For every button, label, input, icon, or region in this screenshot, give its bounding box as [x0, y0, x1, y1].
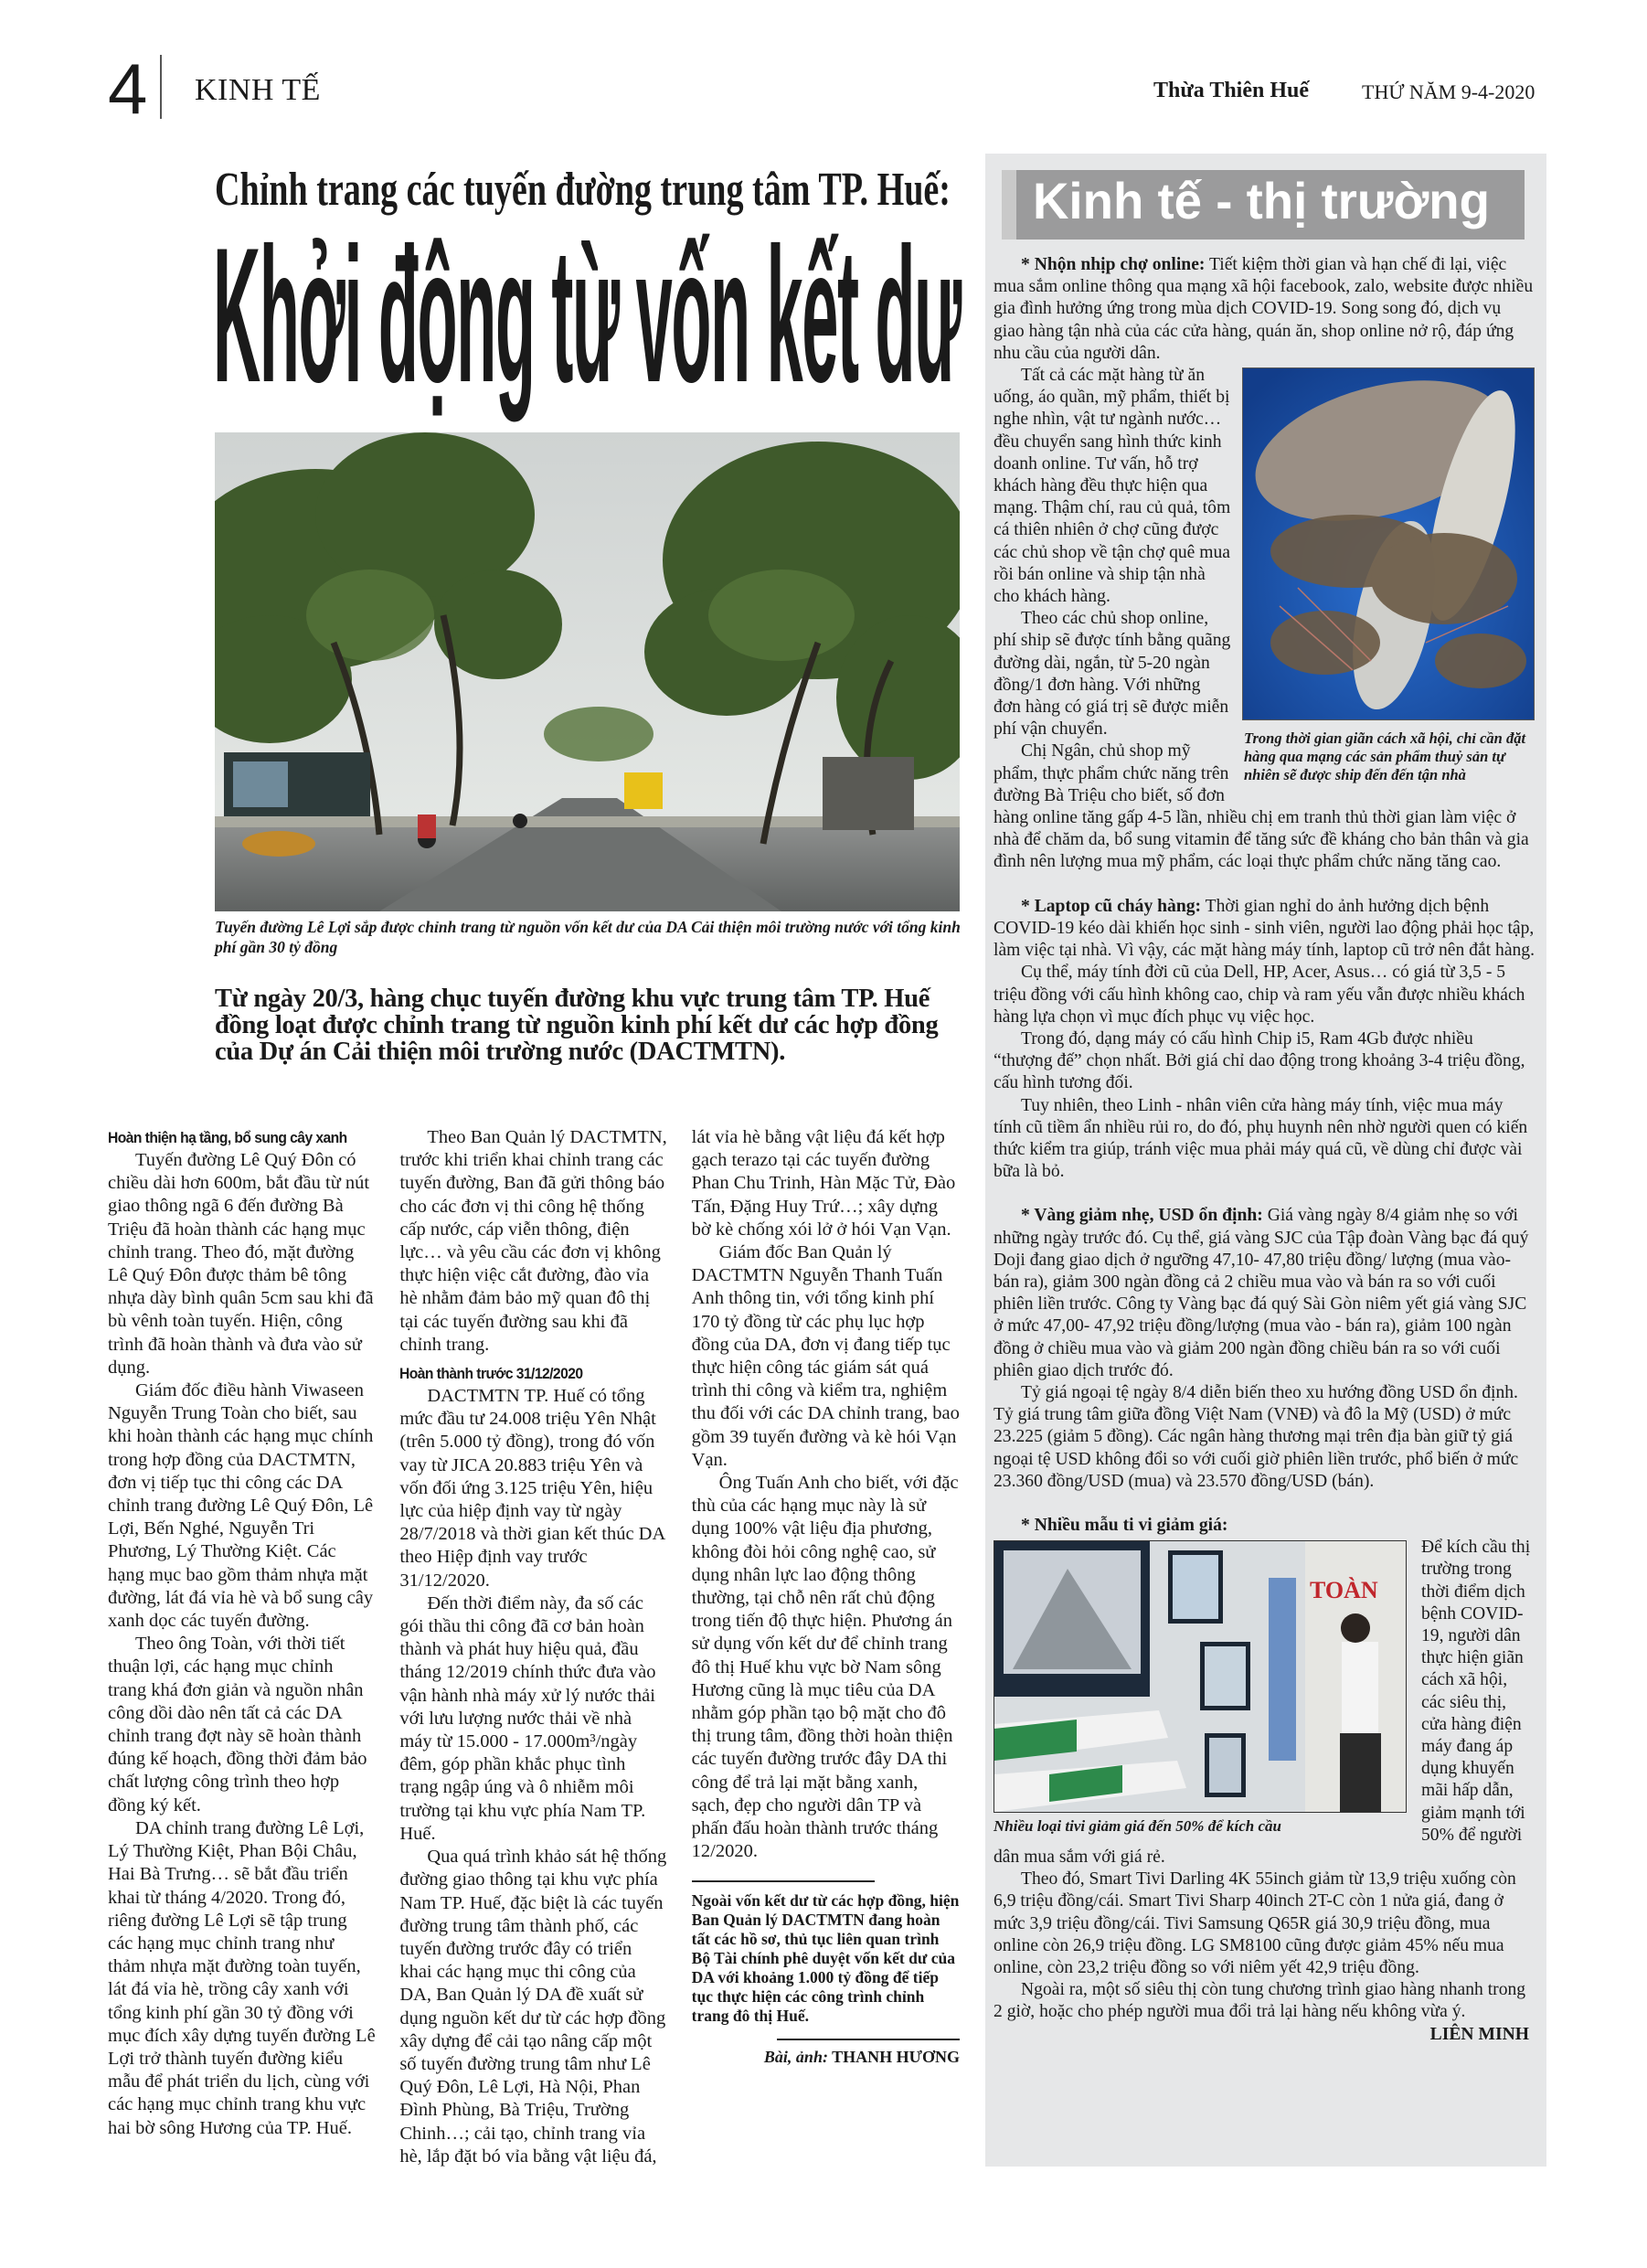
- paragraph: Trong đó, dạng máy có cấu hình Chip i5, Ram 4Gb được nhiều “thượng đế” chọn nhất. Bởi giá chỉ dao động trong khoảng 3-4 triệu đồng, cấu hình tương đối.: [994, 1028, 1525, 1093]
- paragraph: Chị Ngân, chủ shop mỹ phẩm, thực phẩm chức năng trên đường Bà Triệu cho biết, số đơn hàng online tăng gấp 4-5 lần, nhiều chị em tranh thủ thời gian làm việc ở nhà để chăm da, bổ sung vitamin để tăng sức đề kháng cho bản thân và gia đình nên lượng mua mỹ phẩm, các loại thực phẩm chức năng tăng cao.: [994, 741, 1529, 872]
- item-text: Tiết kiệm thời gian và hạn chế đi lại, việc mua sắm online thông qua mạng xã hội facebook, zalo, website được nhiều gia đình hưởng ứng trong mùa dịch COVID-19. Song song đó, dịch vụ giao hàng tận nhà của các cửa hàng, quán ăn, shop online nở rộ, đáp ứng nhu cầu của người dân.: [994, 255, 1534, 363]
- item-text: Thời gian nghỉ do ảnh hưởng dịch bệnh COVID-19 kéo dài khiến học sinh - sinh viên, người lao động phải học tập, làm việc tại nhà. Vì vậy, các mặt hàng máy tính, laptop cũ trở nên đắt hàng.: [994, 896, 1535, 961]
- item-title: * Laptop cũ cháy hàng:: [1021, 896, 1202, 916]
- paragraph: Đến thời điểm này, đa số các gói thầu thi công đã cơ bản hoàn thành và phát huy hiệu quả, đầu tháng 12/2019 chính thức đưa vào vận hành nhà máy xử lý nước thải với lưu lượng nước thải về nhà máy từ 15.000 - 17.000m³/ngày đêm, góp phần khắc phục tình trạng ngập úng và ô nhiễm môi trường tại khu vực phía Nam TP. Huế.: [399, 1592, 656, 1844]
- photo-caption: Tuyến đường Lê Lợi sắp được chỉnh trang từ nguồn vốn kết dư của DA Cải thiện môi trường nước với tổng kinh phí gần 30 tỷ đồng: [215, 918, 961, 956]
- store-sign: TOÀN: [1310, 1577, 1378, 1604]
- sidebar-title: Kinh tế - thị trường: [1033, 172, 1490, 229]
- tv-figure: [994, 1540, 1407, 1837]
- tv-store-photo: [994, 1540, 1407, 1813]
- byline-name: THANH HƯƠNG: [832, 2047, 960, 2066]
- market-sidebar: [985, 154, 1546, 2167]
- pull-quote: Ngoài vốn kết dư từ các hợp đồng, hiện Ban Quản lý DACTMTN đang hoàn tất các hồ sơ, thủ tục liên quan trình Bộ Tài chính phê duyệt vốn kết dư của DA với khoảng 1.000 tỷ đồng để tiếp tục thực hiện các công trình chỉnh trang đô thị Huế.: [691, 1890, 960, 2025]
- paragraph: Qua quá trình khảo sát hệ thống đường giao thông tại khu vực phía Nam TP. Huế, đặc biệt là các tuyến đường trung tâm thành phố, các tuyến đường trước đây có triển khai các hạng mục thi công của DA, Ban Quản lý DA đề xuất sử dụng nguồn kết dư từ các hợp đồng xây dựng để cải tạo nâng cấp một số tuyến đường trung tâm như Lê Quý Đôn, Lê Lợi, Hà Nội, Phan Đình Phùng, Bà Triệu, Trường Chinh…; cải tạo, chỉnh trang vỉa hè, lắp đặt bó vỉa bằng vật liệu đá, lát vỉa hè bằng vật liệu đá kết hợp gạch terazo tại các tuyến đường Phan Chu Trinh, Hàn Mặc Tử, Đào Tấn, Đặng Huy Trứ…; xây dựng bờ kè chống xói lở ở hói Vạn Vạn.: [399, 1127, 956, 2167]
- byline: [692, 2046, 960, 2069]
- page-number: 4: [108, 48, 148, 129]
- paragraph: Ngoài ra, một số siêu thị còn tung chương trình giao hàng nhanh trong 2 giờ, hoặc cho phép người mua đổi trả lại hàng nếu không vừa ý.: [994, 1980, 1526, 2022]
- sidebar-banner: [1002, 170, 1525, 240]
- paragraph: Tất cả các mặt hàng từ ăn uống, áo quần, mỹ phẩm, thiết bị nghe nhìn, vật tư ngành nước… đều chuyển sang hình thức kinh doanh online. Tư vấn, hỗ trợ khách hàng đều thực hiện qua mạng. Thậm chí, rau củ quả, tôm cá thiên nhiên ở chợ cũng được các chủ shop về tận chợ quê mua rồi bán online và ship tận nhà cho khách hàng.: [994, 366, 1231, 607]
- paragraph: Tuy nhiên, theo Linh - nhân viên cửa hàng máy tính, việc mua máy tính cũ tiềm ẩn nhiều rủi ro, do đó, phụ huynh nên nhờ người quen có kiến thức kiểm tra giúp, tránh việc mua phải máy quá cũ, về dùng chỉ được vài bữa là bỏ.: [994, 1095, 1528, 1182]
- tv-caption: Nhiều loại tivi giảm giá đến 50% để kích cầu: [994, 1817, 1281, 1836]
- byline-label: Bài, ảnh:: [763, 2047, 828, 2066]
- seafood-photo: [1242, 367, 1535, 720]
- pull-quote-rule: [692, 1880, 875, 1882]
- paragraph: DA chỉnh trang đường Lê Lợi, Lý Thường Kiệt, Phan Bội Châu, Hai Bà Trưng… sẽ bắt đầu triển khai từ tháng 4/2020. Trong đó, riêng đường Lê Lợi sẽ tập trung các hạng mục chỉnh trang như thảm nhựa mặt đường toàn tuyến, lát đá vỉa hè, trồng cây xanh với tổng kinh phí gần 30 tỷ đồng với mục đích xây dựng tuyến đường Lê Lợi trở thành tuyến đường kiểu mẫu để phát triển du lịch, cùng với các hạng mục chỉnh trang khu vực hai bờ sông Hương của TP. Huế.: [108, 1817, 376, 2138]
- paragraph: Tuyến đường Lê Quý Đôn có chiều dài hơn 600m, bắt đầu từ nút giao thông ngã 6 đến đường Bà Triệu đã hoàn thành các hạng mục chỉnh trang. Theo đó, mặt đường Lê Quý Đôn được thảm bê tông nhựa dày bình quân 5cm sau khi đã bù vênh toàn tuyến. Hiện, công trình đã hoàn thành và đưa vào sử dụng.: [108, 1150, 374, 1378]
- item-title: * Nhộn nhịp chợ online:: [1021, 255, 1206, 274]
- subheading: Hoàn thiện hạ tầng, bổ sung cây xanh: [108, 1129, 347, 1146]
- sidebar-text: [994, 254, 1535, 2046]
- article-lead: Từ ngày 20/3, hàng chục tuyến đường khu vực trung tâm TP. Huế đồng loạt được chỉnh trang từ nguồn kinh phí kết dư các hợp đồng của Dự án Cải thiện môi trường nước (DACTMTN).: [215, 985, 939, 1066]
- paragraph: Ông Tuấn Anh cho biết, với đặc thù của các hạng mục này là sử dụng 100% vật liệu địa phương, không đòi hỏi công nghệ cao, sử dụng nhân lực lao động thông thường, tại chỗ nên rất chủ động trong tiến độ thực hiện. Phương án sử dụng vốn kết dư để chỉnh trang đô thị Huế khu vực bờ Nam sông Hương cũng là mục tiêu của DA nhằm góp phần tạo bộ mặt cho đô thị trung tâm, đồng thời hoàn thiện các tuyến đường trước đây DA thi công để trả lại mặt bằng xanh, sạch, đẹp cho người dân TP và phấn đấu hoàn thành trước tháng 12/2020.: [691, 1473, 959, 1862]
- paragraph: Theo đó, Smart Tivi Darling 4K 55inch giảm từ 13,9 triệu xuống còn 6,9 triệu đồng/cái. Smart Tivi Sharp 40inch 2T-C còn 1 nửa giá, đang ở mức 3,9 triệu đồng/cái. Tivi Samsung Q65R giá 30,9 triệu đồng, mua online còn 26,9 triệu đồng. LG SM8100 cũng được giảm 45% nếu mua online, còn 23,2 triệu đồng so với niêm yết 42,9 triệu đồng.: [994, 1869, 1516, 1978]
- street-photo: [215, 432, 960, 911]
- item-title: * Vàng giảm nhẹ, USD ổn định:: [1021, 1206, 1263, 1226]
- paragraph: Cụ thể, máy tính đời cũ của Dell, HP, Acer, Asus… có giá từ 3,5 - 5 triệu đồng với cấu hình không cao, chip và ram yếu vẫn được nhiều khách hàng lựa chọn vì mục đích phục vụ việc học.: [994, 963, 1525, 1027]
- paragraph: DACTMTN TP. Huế có tổng mức đầu tư 24.008 triệu Yên Nhật (trên 5.000 tỷ đồng), trong đó vốn vay từ JICA 20.883 triệu Yên và vốn đối ứng 3.125 triệu Yên, hiệu lực của hiệp định vay từ ngày 28/7/2018 và thời gian kết thúc DA theo Hiệp định vay trước 31/12/2020.: [399, 1386, 665, 1591]
- subheading: Hoàn thành trước 31/12/2020: [399, 1365, 583, 1383]
- byline-rule: [777, 2039, 960, 2040]
- article-headline: Khởi động từ vốn kết dư: [213, 208, 961, 422]
- paragraph: [994, 1515, 1535, 1537]
- item-text: Giá vàng ngày 8/4 giảm nhẹ so với những ngày trước đó. Cụ thể, giá vàng SJC của Tập đoàn Vàng bạc đá quý Doji đang giao dịch ở ngưỡng 47,10- 47,80 triệu đồng/ lượng (mua vào-bán ra), giảm 300 ngàn đồng cả 2 chiều mua vào và bán ra so với cuối phiên liền trước. Công ty Vàng bạc đá quý Sài Gòn niêm yết giá vàng SJC ở mức 47,00- 47,92 triệu đồng/lượng (mua vào - bán ra), giảm 100 ngàn đồng ở chiều mua vào và giảm 200 ngàn đồng chiều bán ra so với cuối phiên giao dịch trước đó.: [994, 1206, 1529, 1380]
- paragraph: Tỷ giá ngoại tệ ngày 8/4 diễn biến theo xu hướng đồng USD ổn định. Tỷ giá trung tâm giữa đồng Việt Nam (VNĐ) và đô la Mỹ (USD) ở mức 23.225 (giảm 5 đồng). Các ngân hàng thương mại trên địa bàn giữ tỷ giá ngoại tệ USD không đổi so với cuối giờ phiên liền trước, phổ biến ở mức 23.360 đồng/USD (mua) và 23.570 đồng/USD (bán).: [994, 1382, 1519, 1491]
- signature: LIÊN MINH: [1429, 2024, 1529, 2044]
- paragraph: [994, 254, 1535, 365]
- issue-date: THỨ NĂM 9-4-2020: [1362, 80, 1535, 103]
- article-body: [108, 1126, 960, 2177]
- paragraph: [994, 1205, 1535, 1382]
- item-title: * Nhiều mẫu ti vi giảm giá:: [1021, 1515, 1228, 1535]
- newspaper-name: Thừa Thiên Huế: [1153, 79, 1310, 102]
- paragraph: [994, 896, 1535, 963]
- article-kicker: Chỉnh trang các tuyến đường trung tâm TP. Huế:: [215, 164, 951, 216]
- paragraph: Giám đốc Ban Quản lý DACTMTN Nguyễn Thanh Tuấn Anh thông tin, với tổng kinh phí 170 tỷ đồng từ các phụ lục hợp đồng của DA, đơn vị đang tiếp tục thực hiện công tác giám sát quá trình thi công và kiểm tra, nghiệm thu đối với các DA chỉnh trang, bao gồm 39 tuyến đường và kè hói Vạn Vạn.: [691, 1242, 960, 1470]
- paragraph: Theo các chủ shop online, phí ship sẽ được tính bằng quãng đường dài, ngắn, từ 5-20 ngàn đồng/1 đơn hàng. Với những đơn hàng có giá trị sẽ được miễn phí vận chuyển.: [994, 609, 1231, 740]
- paragraph: Giám đốc điều hành Viwaseen Nguyễn Trung Toàn cho biết, sau khi hoàn thành các hạng mục chính trong hợp đồng của DACTMTN, đơn vị tiếp tục thi công các DA chỉnh trang đường Lê Quý Đôn, Lê Lợi, Bến Nghé, Nguyễn Tri Phương, Lý Thường Kiệt. Các hạng mục bao gồm thảm nhựa mặt đường, lát đá vỉa hè và bổ sung cây xanh dọc các tuyến đường.: [108, 1380, 374, 1632]
- seafood-figure: [1242, 367, 1535, 784]
- section-name: KINH TẾ: [195, 73, 321, 107]
- paragraph: Theo Ban Quản lý DACTMTN, trước khi triển khai chỉnh trang các tuyến đường, Ban đã gửi thông báo cho các đơn vị thi công hệ thống cấp nước, cáp viễn thông, điện lực… và yêu cầu các đơn vị không thực hiện việc cắt đường, đào vỉa hè nhằm đảm bảo mỹ quan đô thị tại các tuyến đường sau khi đã chỉnh trang.: [399, 1127, 667, 1355]
- paragraph: Theo ông Toàn, với thời tiết thuận lợi, các hạng mục chỉnh trang khá đơn giản và nguồn nhân công dồi dào nên tất cả các DA chỉnh trang đợt này sẽ hoàn thành đúng kế hoạch, đồng thời đảm bảo chất lượng công trình theo hợp đồng ký kết.: [108, 1634, 367, 1815]
- header-divider: [160, 55, 162, 119]
- seafood-caption: Trong thời gian giãn cách xã hội, chỉ cần đặt hàng qua mạng các sản phẩm thuỷ sản tự nhiên sẽ được ship đến đến tận nhà: [1244, 729, 1526, 784]
- paragraph: Để kích cầu thị trường trong thời điểm dịch bệnh COVID-19, người dân thực hiện giãn cách xã hội, các siêu thị, cửa hàng điện máy đang áp dụng khuyến mãi hấp dẫn, giảm mạnh tới 50% để người dân mua sắm với giá rẻ.: [994, 1538, 1531, 1868]
